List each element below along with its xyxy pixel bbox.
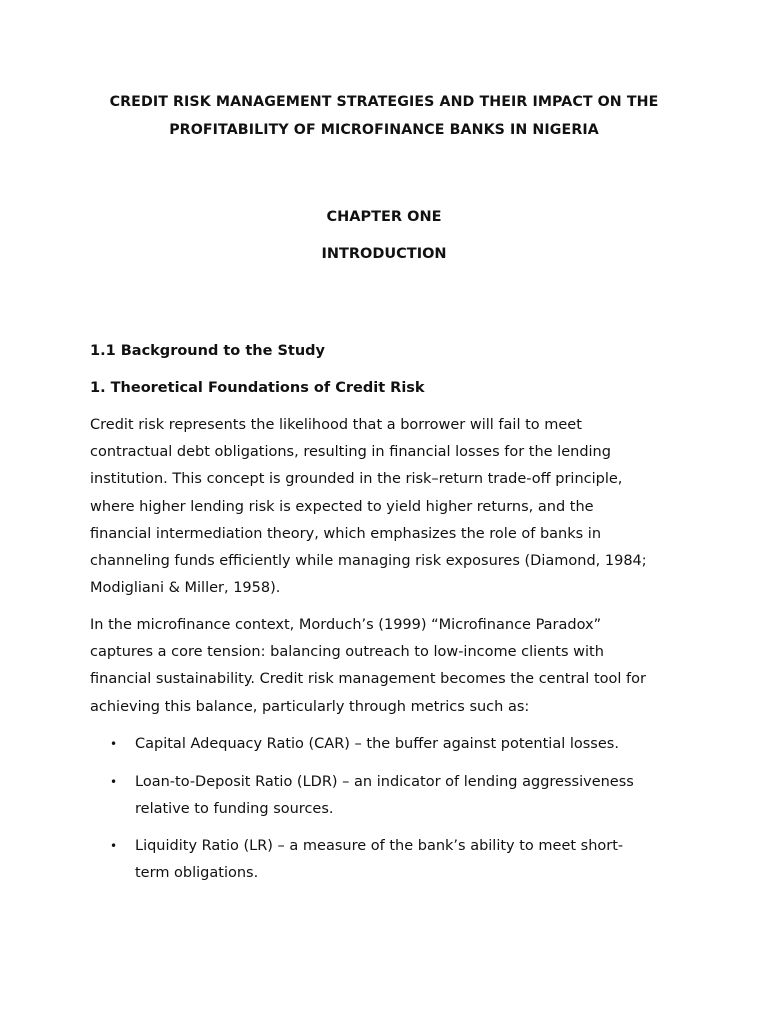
bullet-icon: • bbox=[110, 737, 118, 751]
paragraph-1-line: institution. This concept is grounded in the risk–return trade-off principle, bbox=[90, 471, 623, 488]
document-title bbox=[60, 88, 708, 144]
chapter-title: INTRODUCTION bbox=[321, 246, 447, 262]
bullet-text bbox=[135, 769, 695, 823]
subsection-heading: 1. Theoretical Foundations of Credit Risk bbox=[90, 380, 425, 396]
bullet-text bbox=[135, 833, 695, 887]
bullet-line: Liquidity Ratio (LR) – a measure of the bank’s ability to meet short- bbox=[135, 838, 624, 854]
paragraph-2-line: In the microfinance context, Morduch’s (1999) “Microfinance Paradox” bbox=[90, 617, 602, 633]
paragraph-1-line: where higher lending risk is expected to yield higher returns, and the bbox=[90, 498, 594, 515]
title-line-2: PROFITABILITY OF MICROFINANCE BANKS IN NIGERIA bbox=[169, 122, 599, 138]
paragraph-1-line: financial intermediation theory, which emphasizes the role of banks in bbox=[90, 525, 602, 542]
paragraph-1-line: Modigliani & Miller, 1958). bbox=[90, 580, 281, 597]
bullet-text bbox=[135, 731, 695, 758]
chapter-label: CHAPTER ONE bbox=[326, 209, 442, 225]
bullet-line: Loan-to-Deposit Ratio (LDR) – an indicator of lending aggressiveness bbox=[135, 774, 634, 790]
bullet-icon: • bbox=[110, 839, 118, 853]
bullet-icon: • bbox=[110, 775, 118, 789]
bullet-line: relative to funding sources. bbox=[135, 801, 334, 818]
paragraph-1-line: Credit risk represents the likelihood that a borrower will fail to meet bbox=[90, 417, 582, 433]
paragraph-2-line: captures a core tension: balancing outreach to low-income clients with bbox=[90, 644, 604, 661]
title-line-1: CREDIT RISK MANAGEMENT STRATEGIES AND THEIR IMPACT ON THE bbox=[109, 94, 659, 110]
section-heading: 1.1 Background to the Study bbox=[90, 343, 325, 359]
paragraph-2 bbox=[90, 612, 690, 721]
paragraph-2-line: achieving this balance, particularly through metrics such as: bbox=[90, 698, 530, 715]
bullet-line: Capital Adequacy Ratio (CAR) – the buffer against potential losses. bbox=[135, 736, 619, 752]
paragraph-1 bbox=[90, 412, 690, 602]
paragraph-2-line: financial sustainability. Credit risk management becomes the central tool for bbox=[90, 671, 646, 688]
paragraph-1-line: channeling funds efficiently while managing risk exposures (Diamond, 1984; bbox=[90, 553, 647, 570]
bullet-line: term obligations. bbox=[135, 865, 259, 882]
paragraph-1-line: contractual debt obligations, resulting in financial losses for the lending bbox=[90, 444, 611, 461]
